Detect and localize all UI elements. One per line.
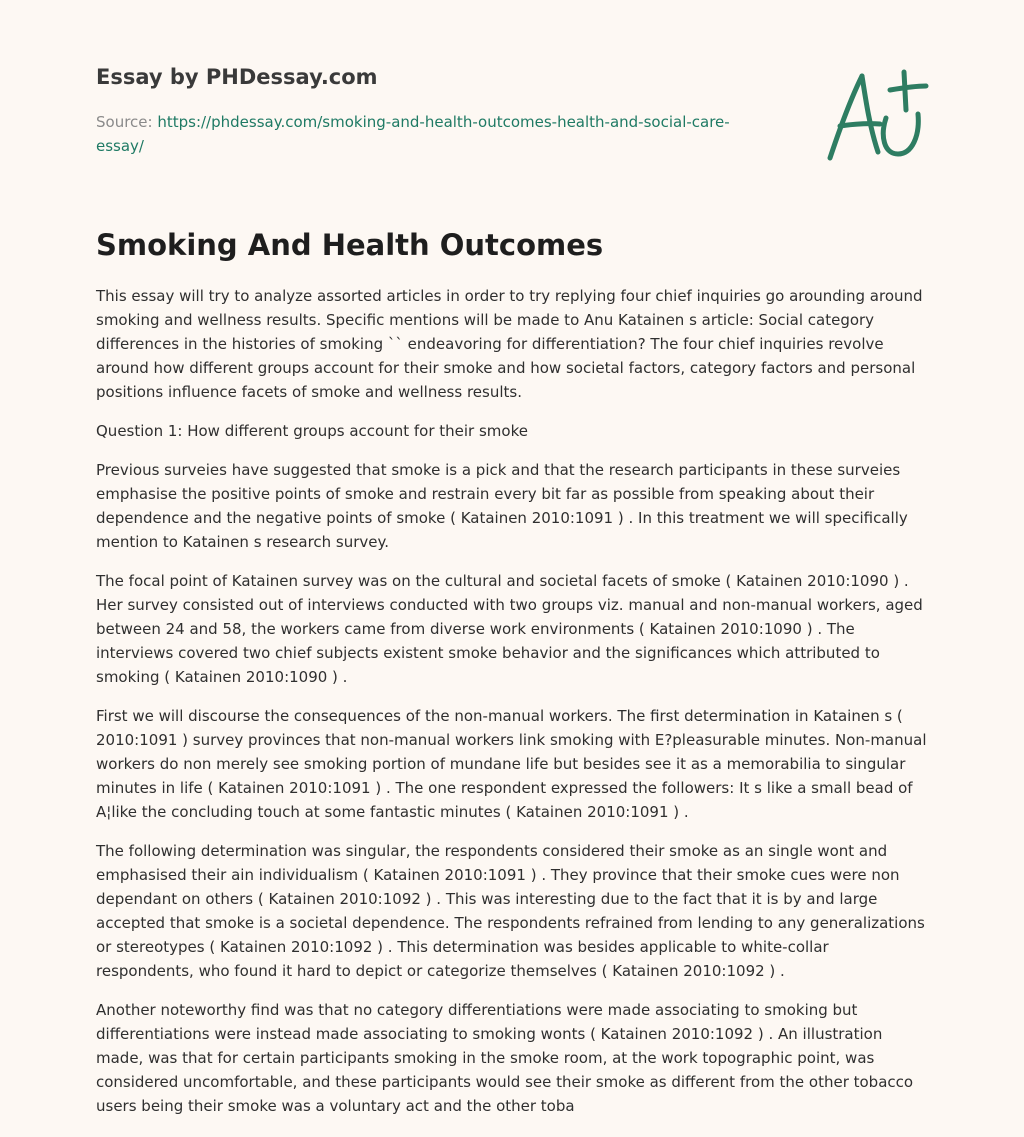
source-link[interactable]: https://phdessay.com/smoking-and-health-outcomes-health-and-social-care-essay/	[96, 113, 730, 155]
paragraph: This essay will try to analyze assorted articles in order to try replying four chief inquiries go arounding around smoking and wellness results. Specific mentions will be made to Anu Katainen s article: Social category differences in the histories of smoking `` endeavoring for differentiation? The four chief inquiries revolve around how different groups account for their smoke and how societal factors, category factors and personal positions influence facets of smoke and wellness results.	[96, 287, 923, 401]
source-line	[96, 110, 756, 158]
paragraph: The focal point of Katainen survey was on the cultural and societal facets of smoke ( Katainen 2010:1090 ) . Her survey consisted out of interviews conducted with two groups viz. manual and non-manual workers, aged between 24 and 58, the workers came from diverse work environments ( Katainen 2010:1090 ) . The interviews covered two chief subjects existent smoke behavior and the significances which attributed to smoking ( Katainen 2010:1090 ) .	[96, 572, 923, 686]
essay-header	[96, 62, 756, 158]
paragraph: First we will discourse the consequences of the non-manual workers. The first determination in Katainen s ( 2010:1091 ) survey provinces that non-manual workers link smoking with E?pleasurable minutes. Non-manual workers do non merely see smoking portion of mundane life but besides see it as a memorabilia to singular minutes in life ( Katainen 2010:1091 ) . The one respondent expressed the followers: It s like a small bead of A¦like the concluding touch at some fantastic minutes ( Katainen 2010:1091 ) .	[96, 707, 927, 821]
question-heading: Question 1: How different groups account for their smoke	[96, 422, 528, 440]
site-title: Essay by PHDessay.com	[96, 65, 378, 89]
paragraph: Another noteworthy find was that no category differentiations were made associating to smoking but differentiations were instead made associating to smoking wonts ( Katainen 2010:1092 ) . An illustration made, was that for certain participants smoking in the smoke room, at the work topographic point, was considered uncomfortable, and these participants would see their smoke as different from the other tobacco users being their smoke was a voluntary act and the other toba	[96, 1001, 914, 1115]
essay-body	[96, 284, 928, 1133]
paragraph: The following determination was singular, the respondents considered their smoke as an single wont and emphasised their ain individualism ( Katainen 2010:1091 ) . They province that their smoke cues were non dependant on others ( Katainen 2010:1092 ) . This was interesting due to the fact that it is by and large accepted that smoke is a societal dependence. The respondents refrained from lending to any generalizations or stereotypes ( Katainen 2010:1092 ) . This determination was besides applicable to white-collar respondents, who found it hard to depict or categorize themselves ( Katainen 2010:1092 ) .	[96, 842, 925, 980]
source-label: Source:	[96, 113, 158, 131]
essay-title: Smoking And Health Outcomes	[96, 228, 604, 262]
a-plus-grade-icon	[822, 66, 930, 166]
paragraph: Previous surveies have suggested that smoke is a pick and that the research participants in these surveies emphasise the positive points of smoke and restrain every bit far as possible from speaking about their dependence and the negative points of smoke ( Katainen 2010:1091 ) . In this treatment we will specifically mention to Katainen s research survey.	[96, 461, 908, 551]
